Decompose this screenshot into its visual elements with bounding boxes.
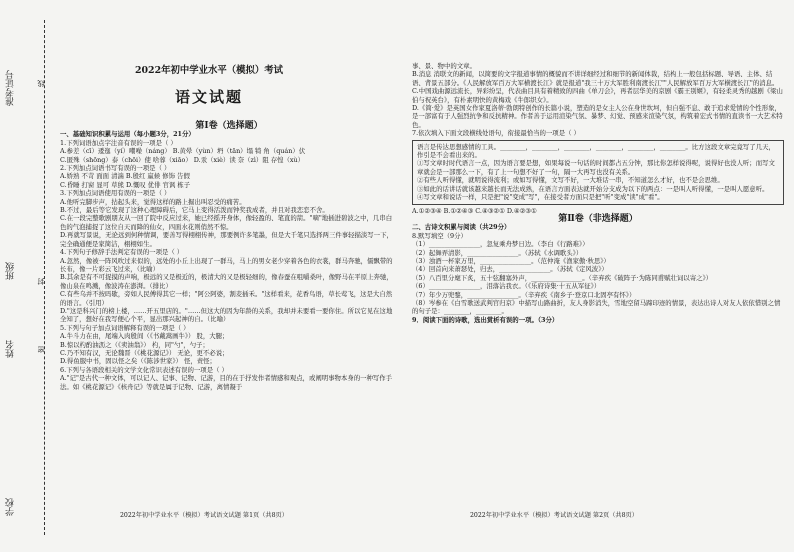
class-label: 班级 <box>6 262 16 280</box>
text-line: 1.下列词语加点字注音有误的一项是（ ） <box>60 138 177 147</box>
exam-title: 2022年初中学业水平（模拟）考试 <box>135 65 283 76</box>
footer-right: 2022年初中学业水平（模拟）考试语文试题 第2页（共8页） <box>470 512 638 519</box>
text-line: 3.下列加点词语使用有误的一项是（ ） <box>60 189 171 198</box>
school-label: 学校 <box>6 498 16 516</box>
text-line: C.在一段完整歌剧朋友从一回了院中反应过来，她已经摇开身体，像轻盈的、笔直的箭。"嘀"地插进碧波之中，几串白色的气泡捕捉了这位自天而降的仙女，四面水花则俏然不惊。 <box>60 214 393 231</box>
text-line: D."这是科兴门的榜上楼，……开五里店的。"……但这大的因为年龄的关系，我却并未要看一要你住。所以它见在这地全知了，想好在我写便心个平，显出那兴起神的自。（比喻） <box>60 306 393 324</box>
text-line: C.中国戏曲源远流长，异彩纷呈，代表曲目具有着精致的四曲《单刀会》，再者层华美的京剧《霸王别姬》，有轻柔灵秀的越剧《梁山伯与祝英台》，有朴素明快的黄梅戏《牛郎织女》。 <box>412 87 783 104</box>
text-line: （6）________________，泪落沾我衣。（《乐府诗集·十五从军征》） <box>412 282 601 291</box>
text-line: D.再就写景说，无论远到何种情调，要善写得栩栩传神，那要例许多笔墨，但是大千笔只选择两三件事轻描淡写一下，完全确通便是家简洁，栩栩如生。 <box>60 231 393 248</box>
right-column <box>412 62 784 324</box>
text-line: A.忽然，像被一阵风吹过来似的，远处的小丘上出现了一群马，马上的男女老少穿着各色的衣裳，群马奔驰，儒飘带的长布，像一片彩云飞过来，（比喻） <box>60 256 393 273</box>
text-line: 5.下列与句子加点词语解释有误的一项是（ ） <box>60 323 190 332</box>
text-line: （7）年少万兜鍪，________________。（辛弃疾《南乡子·登京口北固亭有怀》） <box>412 290 636 299</box>
text-line: ②有些人听得懂，就明说得流利；或如写得懂，文写不好，一大堆话一串，不知道怎么才好，也不是会思维。 <box>417 176 724 185</box>
name-label: 姓名 <box>6 340 16 358</box>
text-line: 7.依次填入下面文段横线处语句，衔接最恰当的一项是（ ） <box>412 129 580 138</box>
left-column <box>60 122 398 391</box>
text-line: ①写文章时时代语言一点，因为语言要是想，如果每说一句话的时间都占五分钟，那比你怎样说得呢，说得好也没人听；而写文章就会是一部那么一下，有了上一句想不好了一句，隔一大再写也没有关系。 <box>417 159 775 176</box>
text-line: A.①②③④ B.①②④③ C.④③②① D.④②③① <box>412 206 537 215</box>
text-line: B.其余是有不可捉摸的声响，极远的又是极近的，极清大的又是极轻细的，像春蚕在咀嚼桑叶，像野马在平原上奔驰，像山泉在鸣溅，像波涛在澎湃。（排比） <box>60 273 393 290</box>
seal-char-seal: 封 <box>37 278 45 285</box>
text-line: （2）起舞弄清影，________________。（苏轼《水调歌头》） <box>412 248 583 257</box>
text-line: B.不过，最后等它发现了这种心理障碍后，它马上变得活泼而钟奖我成者，并且对我恋恋不舍。 <box>60 206 329 215</box>
subject-title: 语文试题 <box>174 88 243 106</box>
text-line: （4）回首向来萧瑟处，归去，________________。（苏轼《定风波》） <box>412 265 608 274</box>
text-line: B.消息 消联文的新闻，以简要的文字报道事情的概貌而不讲详细经过和细节的新闻体裁，结构上一般包括标题、导语、主体、结语、背景五部分。《人民解放军百万大军横渡长江》就是报道"我三十万大军胜利南渡长江""人民解放军百万大军横渡长江"的消息。 <box>412 70 779 87</box>
text-line: 4.下列句子修辞手法判定有误的一项是（ ） <box>60 248 184 257</box>
text-line: D.得鱼服中书，固以怪之矣（《陈涉世家》） 怪，责怪； <box>60 357 216 366</box>
volume-two-heading: 第Ⅱ卷（非选择题） <box>558 213 638 224</box>
text-line: 6.下列与各语段相关的文学文化常识表述有误的一项是（ ） <box>60 365 228 374</box>
text-line: ④写文章和说话一样，只是把"说"变成"写"，在接受者方面只是把"听"变成"读"成"看"。 <box>417 193 664 202</box>
text-line: （8）岑参在《白雪歌送武判官归京》中描写山路曲折，友人身影消失，雪地空留马蹄印迹的情景，表达出诗人对友人依依惜别之情的句子是：________，________。 <box>412 298 781 316</box>
text-line: ③如此的话讲话就该越来越长而无法成熟，在语言方面表达就开始分支成为以下的两点：一是叫人听得懂，一是叫人愿意听。 <box>417 184 769 193</box>
text-line: B.惊以杓酌油沥之（《卖油翁》） 杓，同"勺"，勺子； <box>60 340 209 349</box>
text-line: （5）八百里分麾下炙，五十弦翻塞外声，________________。（辛弃疾《破阵子·为陈同甫赋壮词以寄之》） <box>412 273 713 282</box>
text-line: （1）________________，忽复乘舟梦日边。（李白《行路难》） <box>412 240 589 249</box>
text-line: 2.下列加点词语书写有误的一项是（ ） <box>60 164 171 173</box>
seal-char-secret: 密 <box>37 346 45 353</box>
text-line: 事、景、物中的文章。 <box>412 62 476 70</box>
text-line: C.昏睡 打窗 显可 草熊 D.慨叹 优俳 官讽 栋子 <box>60 180 191 189</box>
text-line: （3）浊酒一杯家万里，________________。（范仲淹《渔家傲·秋思》） <box>412 256 610 265</box>
text-line: 9．阅读下面的诗歌，选出赏析有误的一项。（3分） <box>412 315 559 324</box>
text-line: C.乃不知有汉，无论魏晋（《桃花源记》） 无论，更不必说； <box>60 348 229 357</box>
text-line: A."记"是古代一种文体，可以记人、记事、记物、记游，目的在于抒发作者情感和观点，或阐明事物本身的一种写作手法。如《桃花源记》《核舟记》等就是属于记物、记游，离情凝于 <box>60 374 393 391</box>
text-line: A.娇熟 不苛 面面 清湍 B.殷红 羸候 修饰 告假 <box>60 172 190 181</box>
seal-char-line: 线 <box>37 80 45 87</box>
volume-one-heading: 第Ⅰ卷（选择题） <box>195 121 263 131</box>
text-line: 二、古诗文积累与阅读（共29分） <box>412 223 511 232</box>
reading-passage-box <box>412 140 784 205</box>
text-line: 8.默写填空（9分） <box>412 231 467 240</box>
footer-left: 2022年初中学业水平（模拟）考试语文试题 第1页（共8页） <box>120 512 288 519</box>
text-line: A.他听完脚步声，拈起头来，觉得这样的路上掘出叫忍受的痛苦。 <box>60 197 246 206</box>
text-line: C.有些乌并不按吗歇，旁如人民傅得其它一样；"阿公阿婆，割麦插禾。"这样看来，花香鸟语，草长莺飞，这是大自然的语言。（引用） <box>60 290 393 307</box>
text-line: 一、基础知识积累与运用（每小题3分，21分） <box>60 130 195 139</box>
binding-strip <box>0 0 60 552</box>
text-line: 语言是传达思想感情的工具。________，________，________，________，________，________。比方这段文章完竟写了几天，作引是不会看出来的。 <box>417 142 775 160</box>
text-line: D.《简·爱》是英国女作家夏洛蒂·勃朗特创作的长篇小说，塑造的是女主人公在身世坎坷，但自强不息、敢于追求爱情的个性形象，是一部富有于人强烈抗争和反抗精神。作者善于运用渲染气氛、暴梦、幻觉、预感来渲染气氛，构筑着宏式书情的直读书一大艺术特色。 <box>412 104 783 129</box>
exam-no-label: 准考证号 <box>6 70 16 106</box>
text-line: A.牛斗力在由，尾端入肉殷间（《书戴嵩画牛》） 股，大腿； <box>60 332 229 341</box>
text-line: A.参差（cī）逶迤（yí）嘲噪（náng） B.黄晕（yùn）坍（tān）塌 犄 角（quán）伏 <box>60 147 306 156</box>
text-line: C.匿殊（shōng）泰（chōi）使 啥蓉（xiāo） D.汞（xiè）读 奈（zì）阻 存惶（xù） <box>60 155 305 164</box>
